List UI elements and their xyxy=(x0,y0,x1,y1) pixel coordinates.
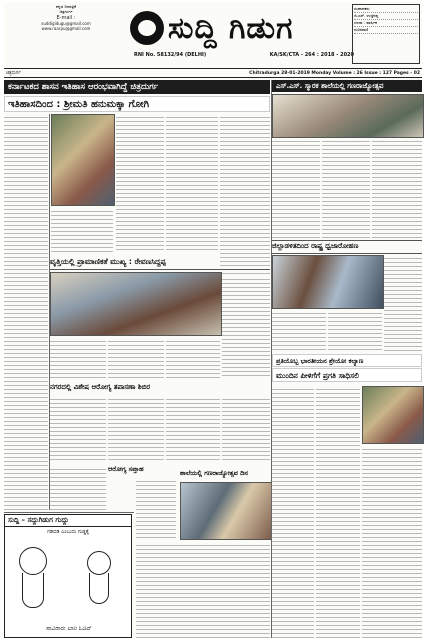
right-lower-column-3 xyxy=(362,446,422,638)
masthead-left-line: ಚಿತ್ರದುರ್ಗ xyxy=(59,9,73,14)
cartoon-caption: ಸಾವಿರಾರು ಬಾರಿ ಓಡಿದೆ xyxy=(45,625,91,632)
cartoon-subtitle: ಗಡಿಬಿಡಿ ಎಂಬುದು ಗುಡ್ಡಕ್ಕೆ xyxy=(47,529,89,535)
masthead-right-block xyxy=(352,4,420,64)
mid-story-column-1 xyxy=(50,338,106,378)
bottom-mid-headline-1[interactable]: ನಗರದಲ್ಲಿ ವಿಶೇಷ ಆರೋಗ್ಯ ತಪಾಸಣಾ ಶಿಬಿರ xyxy=(50,383,151,391)
lead-story-column-1b xyxy=(51,208,113,254)
right-top-column-3 xyxy=(372,138,422,238)
cartoon-figure-head-icon xyxy=(19,547,47,575)
section-rule xyxy=(4,512,134,513)
newspaper-page xyxy=(4,2,422,638)
left-bottom-column xyxy=(50,466,106,510)
rni-number: RNI No. 58132/94 (DELHI) xyxy=(134,52,207,58)
masthead-left-block xyxy=(6,4,126,64)
bottom-mid-column-4 xyxy=(222,396,270,462)
masthead-logo xyxy=(130,6,350,50)
email-label: E-mail : xyxy=(56,15,76,21)
right-mid-column-2 xyxy=(272,310,326,350)
cartoon-figure-body-icon xyxy=(22,573,44,608)
right-mid-headline[interactable]: ಜಿಲ್ಲಾಡಳಿತದಿಂದ ರಾಷ್ಟ್ರ ಧ್ವಜಾರೋಹಣ xyxy=(272,240,422,254)
dateline xyxy=(4,69,422,78)
cartoon-figure-head-icon xyxy=(87,551,111,575)
lead-headline-1[interactable]: ಕರ್ನಾಟಕದ ಶಾಸನ ಇತಿಹಾಸ ಆರಂಭವಾಗಿದ್ದೆ ಚಿತ್ರದುರ್ಗ xyxy=(4,80,270,94)
masthead xyxy=(4,2,422,69)
right-lower-column-1 xyxy=(272,386,314,638)
column-rule xyxy=(271,80,272,638)
masthead-left-line: ಕನ್ನಡ ದಿನಪತ್ರಿಕೆ xyxy=(55,4,76,9)
right-lower-column-2 xyxy=(316,386,360,638)
right-top-column-1 xyxy=(272,138,320,238)
lead-story-column-4 xyxy=(220,114,270,274)
website-address[interactable]: www.raarpu@gmail.com xyxy=(41,26,91,31)
right-lower-photo xyxy=(362,386,424,444)
cartoon-box xyxy=(4,514,132,638)
registration-line xyxy=(134,52,354,58)
mid-story-photo xyxy=(50,272,222,336)
bottom-mid-headline-3[interactable]: ಶಾಲೆಯಲ್ಲಿ ಗಣರಾಜ್ಯೋತ್ಸವ ದಿನ xyxy=(180,469,248,477)
editor-name: ಜಿ.ಎಸ್. ಉಜ್ಜಿನಪ್ಪ xyxy=(354,13,418,20)
lead-headline-2[interactable]: ಇತಿಹಾಸದಿಂದ : ಶ್ರೀಮತಿ ಹನುಮಕ್ಕಾ ಗೋಗಿ xyxy=(4,96,270,112)
right-mid-column-3 xyxy=(328,310,382,350)
kas-number: KA/SK/CTA - 264 : 2018 - 2020 xyxy=(269,52,354,58)
mid-story-column-4 xyxy=(222,276,270,378)
mid-story-column-3 xyxy=(166,338,220,378)
bottom-mid-headline-2[interactable]: ಆರೋಗ್ಯ ಸಪ್ತಾಹ xyxy=(108,465,144,473)
bottom-story-photo xyxy=(180,482,272,540)
right-top-photo xyxy=(272,94,424,138)
editor-label: ಸಂಪಾದಕರು xyxy=(354,6,418,13)
lead-story-column-3 xyxy=(166,114,218,252)
phone: ದೂರವಾಣಿ xyxy=(354,27,418,34)
right-lower-headline-2[interactable]: ಮುಂದಿನ ಪೀಳಿಗೆಗೆ ಪ್ರಗತಿ ಸಾಧಿಸಲಿ xyxy=(272,368,422,382)
bottom-mid-column-3 xyxy=(166,396,220,462)
bottom-mid-column-1 xyxy=(50,396,106,462)
lead-story-column-1 xyxy=(4,114,48,510)
right-mid-column-1 xyxy=(384,255,422,351)
cartoon-figure-body-icon xyxy=(89,573,109,604)
dateline-kannada: ಚಿತ್ರದುರ್ಗ xyxy=(6,71,21,76)
right-mid-photo xyxy=(272,255,384,309)
bottom-mid-column-2 xyxy=(108,396,164,462)
newspaper-title: ಸುದ್ದಿ ಗಿಡುಗ xyxy=(168,10,294,46)
mid-headline[interactable]: ವೃತ್ತಿಯಲ್ಲಿ ಪ್ರಾಮಾಣಿಕತೆ ಮುಖ್ಯ : ರೇವಣಸಿದ್ದಪ್ಪ xyxy=(50,257,270,270)
bottom-story-text xyxy=(136,542,270,638)
eagle-logo-icon xyxy=(130,11,164,45)
right-top-headline[interactable]: ಎಸ್.ಎಸ್. ಸ್ಮಾರಕ ಶಾಲೆಯಲ್ಲಿ ಗಣರಾಜ್ಯೋತ್ಸವ xyxy=(272,80,422,92)
right-top-column-2 xyxy=(322,138,370,238)
lead-speaker-photo xyxy=(51,114,115,206)
mid-story-column-2 xyxy=(108,338,164,378)
bottom-story-column-1 xyxy=(136,478,176,538)
cartoon-title: ಸುದ್ದಿ – ಸದ್ದುಗಿಡುಗ ಗುದ್ದು xyxy=(5,515,131,527)
subscription: ಚಂದಾ : ವಾರ್ಷಿಕ xyxy=(354,20,418,27)
column-rule xyxy=(49,114,50,510)
dateline-english: Chitradurga 28-01-2019 Monday Volume : 26 Issue : 127 Pages - 02 xyxy=(249,71,420,76)
right-lower-headline-1[interactable]: ಪ್ರತಿಯೊಬ್ಬ ಭಾರತೀಯನ ಶ್ರೇಯೋ ಕಲ್ಯಾಣ xyxy=(272,354,422,367)
lead-story-column-2 xyxy=(116,114,164,252)
email-address[interactable]: suddigidugu@gmail.com xyxy=(41,21,91,26)
